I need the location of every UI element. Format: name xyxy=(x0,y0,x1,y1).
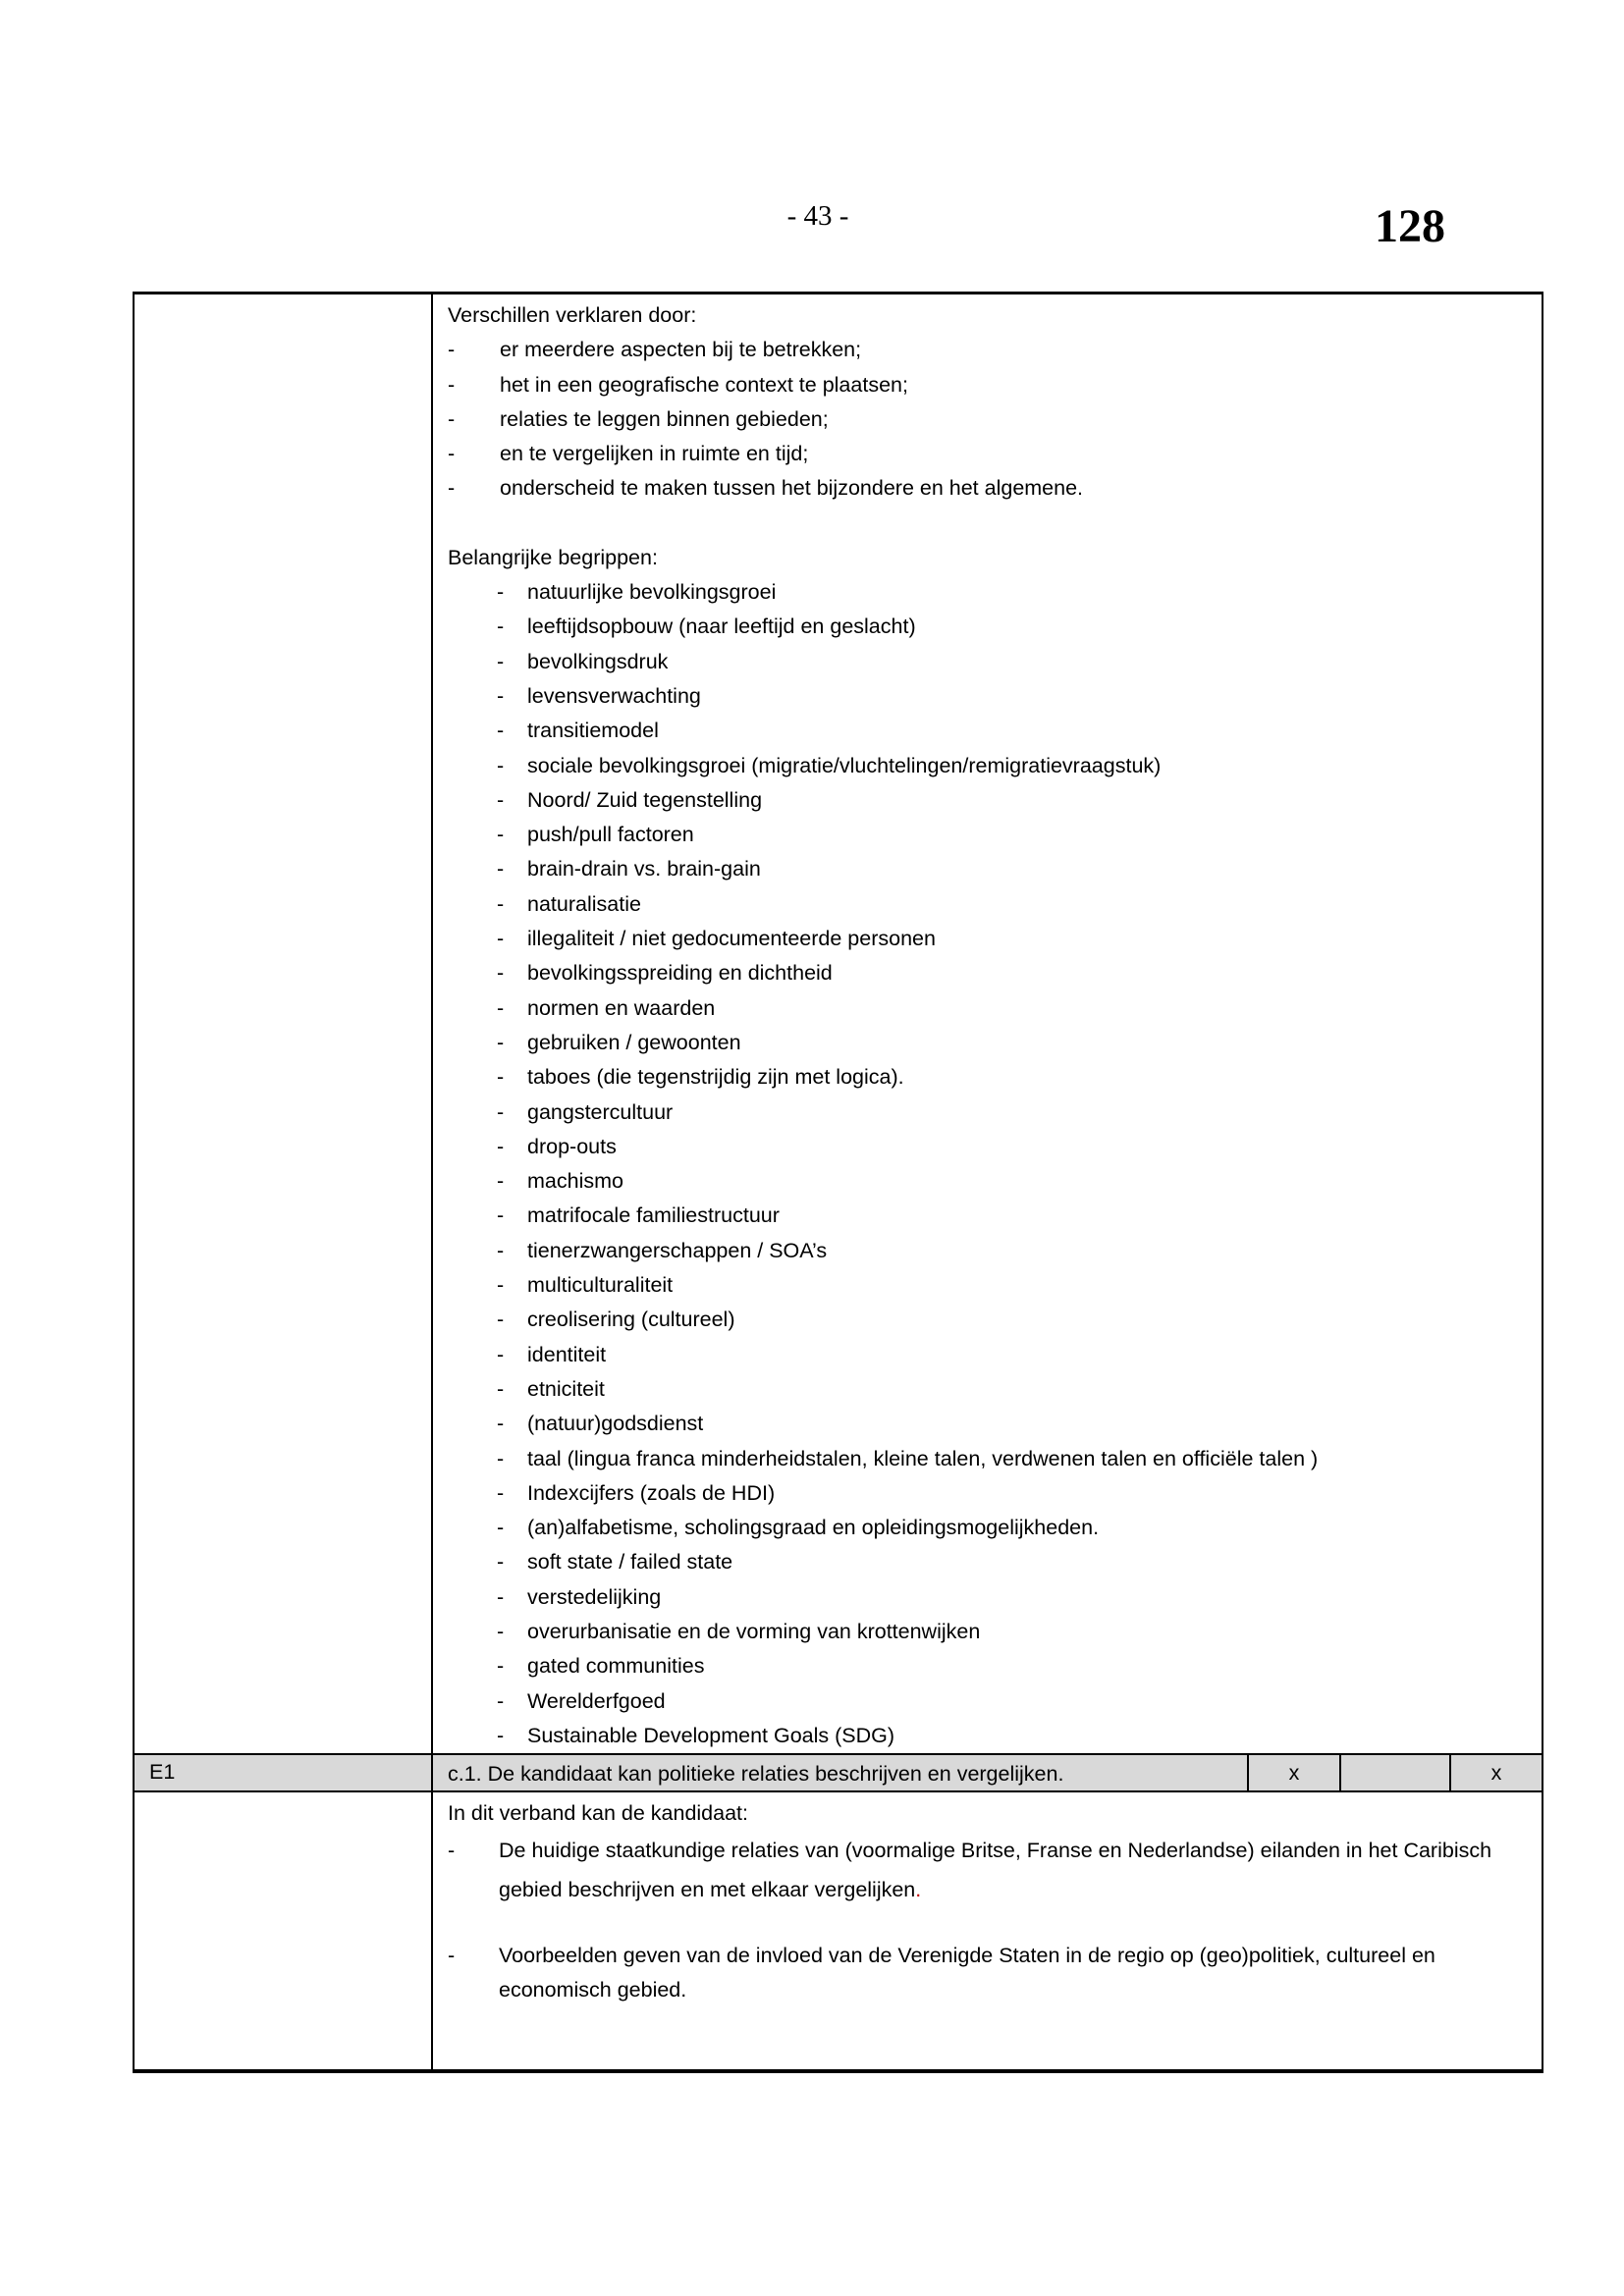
concept-text: etniciteit xyxy=(527,1376,605,1401)
concept-item xyxy=(448,1545,1532,1579)
item-text: relaties te leggen binnen gebieden; xyxy=(500,406,829,431)
dash: - xyxy=(497,1584,505,1609)
concept-text: levensverwachting xyxy=(527,683,701,708)
dash: - xyxy=(497,1550,505,1575)
list-item xyxy=(448,333,1532,367)
item-text: Voorbeelden geven van de invloed van de Verenigde Staten in de regio op (geo)politiek, cultureel en economisch gebied. xyxy=(499,1944,1435,2002)
dash: - xyxy=(497,1723,505,1747)
content-cell xyxy=(432,1791,1543,2071)
dash: - xyxy=(497,614,505,639)
code-cell: E1 xyxy=(134,1754,432,1791)
item-text: er meerdere aspecten bij te betrekken; xyxy=(500,338,862,362)
concept-item xyxy=(448,1338,1532,1372)
code-cell xyxy=(134,1791,432,2071)
dash: - xyxy=(497,1203,505,1228)
concept-item xyxy=(448,1234,1532,1268)
intro-text: Verschillen verklaren door: xyxy=(448,303,697,327)
table-row-objective xyxy=(134,1754,1543,1791)
concept-item xyxy=(448,1130,1532,1164)
concepts-title: Belangrijke begrippen: xyxy=(448,545,658,569)
concept-text: brain-drain vs. brain-gain xyxy=(527,857,761,881)
concept-item xyxy=(448,749,1532,783)
dash: - xyxy=(497,1065,505,1090)
concept-item xyxy=(448,1164,1532,1199)
concept-text: sociale bevolkingsgroei (migratie/vluchtelingen/remigratievraagstuk) xyxy=(527,753,1162,777)
dash: - xyxy=(497,719,505,743)
dash: - xyxy=(448,1944,456,1968)
code-cell xyxy=(134,294,432,1755)
list-item xyxy=(448,1939,1532,2007)
concept-item xyxy=(448,1580,1532,1615)
concept-item xyxy=(448,1476,1532,1511)
concept-item xyxy=(448,1026,1532,1060)
concept-text: natuurlijke bevolkingsgroei xyxy=(527,580,777,605)
dash: - xyxy=(497,1169,505,1194)
concept-text: gated communities xyxy=(527,1654,705,1679)
item-text: en te vergelijken in ruimte en tijd; xyxy=(500,442,809,466)
concept-text: normen en waarden xyxy=(527,995,716,1020)
concept-text: identiteit xyxy=(527,1342,607,1366)
item-text: onderscheid te maken tussen het bijzondere en het algemene. xyxy=(500,476,1084,501)
concept-text: (natuur)godsdienst xyxy=(527,1412,704,1436)
concept-item xyxy=(448,1199,1532,1233)
dash: - xyxy=(497,995,505,1020)
list-item xyxy=(448,1831,1532,1909)
dash: - xyxy=(497,787,505,812)
dash: - xyxy=(497,823,505,847)
dash: - xyxy=(497,1308,505,1332)
content-cell xyxy=(432,294,1543,1755)
concept-text: Werelderfgoed xyxy=(527,1688,666,1713)
dash: - xyxy=(497,1654,505,1679)
concept-text: machismo xyxy=(527,1169,623,1194)
concept-text: matrifocale familiestructuur xyxy=(527,1203,780,1228)
dash: - xyxy=(448,1839,456,1863)
list-item xyxy=(448,437,1532,471)
concept-item xyxy=(448,1372,1532,1407)
dash: - xyxy=(497,1446,505,1470)
dash: - xyxy=(497,1376,505,1401)
table-row xyxy=(134,294,1543,1755)
mark-cell: x xyxy=(1450,1754,1543,1791)
dash: - xyxy=(497,1480,505,1505)
objective-text: c.1. De kandidaat kan politieke relaties beschrijven en vergelijken. xyxy=(448,1762,1064,1787)
dash: - xyxy=(497,753,505,777)
concept-text: gebruiken / gewoonten xyxy=(527,1030,741,1054)
dash: - xyxy=(497,891,505,916)
concept-item xyxy=(448,1511,1532,1545)
dash: - xyxy=(497,1688,505,1713)
dash: - xyxy=(497,1099,505,1124)
dash: - xyxy=(497,857,505,881)
dash: - xyxy=(497,927,505,951)
concept-text: gangstercultuur xyxy=(527,1099,674,1124)
intro-text: In dit verband kan de kandidaat: xyxy=(448,1801,748,1826)
item-end: . xyxy=(915,1878,922,1902)
dash: - xyxy=(497,1412,505,1436)
concept-item xyxy=(448,1268,1532,1303)
concept-text: tienerzwangerschappen / SOA’s xyxy=(527,1238,828,1262)
concept-item xyxy=(448,1095,1532,1130)
concept-text: drop-outs xyxy=(527,1134,617,1158)
concept-text: illegaliteit / niet gedocumenteerde personen xyxy=(527,927,936,951)
list-item xyxy=(448,471,1532,506)
concept-item xyxy=(448,887,1532,922)
concept-text: Sustainable Development Goals (SDG) xyxy=(527,1723,895,1747)
concept-item xyxy=(448,679,1532,714)
concept-item xyxy=(448,714,1532,748)
dash: - xyxy=(497,1342,505,1366)
concept-item xyxy=(448,922,1532,956)
page-label: - 43 - xyxy=(786,200,849,232)
concept-item xyxy=(448,610,1532,644)
dash: - xyxy=(448,338,456,362)
concept-text: push/pull factoren xyxy=(527,823,694,847)
concept-item xyxy=(448,783,1532,818)
page-number: 128 xyxy=(1375,200,1445,252)
dash: - xyxy=(448,406,456,431)
concept-item xyxy=(448,818,1532,852)
list-item xyxy=(448,402,1532,437)
concept-text: taal (lingua franca minderheidstalen, kleine talen, verdwenen talen en officiële talen ) xyxy=(527,1446,1319,1470)
concept-item xyxy=(448,1719,1532,1753)
table-row xyxy=(134,1791,1543,2071)
concept-text: naturalisatie xyxy=(527,891,641,916)
concept-text: overurbanisatie en de vorming van krottenwijken xyxy=(527,1619,981,1643)
concept-item xyxy=(448,645,1532,679)
dash: - xyxy=(497,1273,505,1298)
concept-item xyxy=(448,575,1532,610)
concept-text: Noord/ Zuid tegenstelling xyxy=(527,787,763,812)
dash: - xyxy=(448,372,456,397)
dash: - xyxy=(497,683,505,708)
concept-text: soft state / failed state xyxy=(527,1550,733,1575)
concept-text: Indexcijfers (zoals de HDI) xyxy=(527,1480,776,1505)
item-text: De huidige staatkundige relaties van (voormalige Britse, Franse en Nederlandse) eilanden in het Caribisch gebied beschrijven en met elkaar vergelijken xyxy=(499,1839,1492,1902)
dash: - xyxy=(448,442,456,466)
concept-text: transitiemodel xyxy=(527,719,659,743)
dash: - xyxy=(448,476,456,501)
concept-item xyxy=(448,1060,1532,1095)
mark-cell xyxy=(1340,1754,1450,1791)
concept-item xyxy=(448,956,1532,990)
concept-text: bevolkingsspreiding en dichtheid xyxy=(527,961,833,986)
list-item xyxy=(448,368,1532,402)
concept-item xyxy=(448,991,1532,1026)
dash: - xyxy=(497,1516,505,1540)
concept-item xyxy=(448,1615,1532,1649)
concept-text: creolisering (cultureel) xyxy=(527,1308,735,1332)
concept-text: (an)alfabetisme, scholingsgraad en opleidingsmogelijkheden. xyxy=(527,1516,1100,1540)
concept-text: verstedelijking xyxy=(527,1584,662,1609)
concept-item xyxy=(448,1649,1532,1683)
dash: - xyxy=(497,1134,505,1158)
concept-item xyxy=(448,1684,1532,1719)
item-text: het in een geografische context te plaatsen; xyxy=(500,372,908,397)
curriculum-table xyxy=(133,292,1543,2073)
objective-cell xyxy=(432,1754,1248,1791)
concept-item xyxy=(448,1442,1532,1476)
dash: - xyxy=(497,649,505,673)
concept-text: bevolkingsdruk xyxy=(527,649,669,673)
concept-item xyxy=(448,1303,1532,1337)
concept-item xyxy=(448,852,1532,886)
dash: - xyxy=(497,580,505,605)
concept-text: leeftijdsopbouw (naar leeftijd en geslacht) xyxy=(527,614,916,639)
dash: - xyxy=(497,961,505,986)
dash: - xyxy=(497,1030,505,1054)
concept-item xyxy=(448,1407,1532,1441)
dash: - xyxy=(497,1619,505,1643)
concept-text: taboes (die tegenstrijdig zijn met logica). xyxy=(527,1065,904,1090)
concept-text: multiculturaliteit xyxy=(527,1273,674,1298)
dash: - xyxy=(497,1238,505,1262)
mark-cell: x xyxy=(1248,1754,1340,1791)
